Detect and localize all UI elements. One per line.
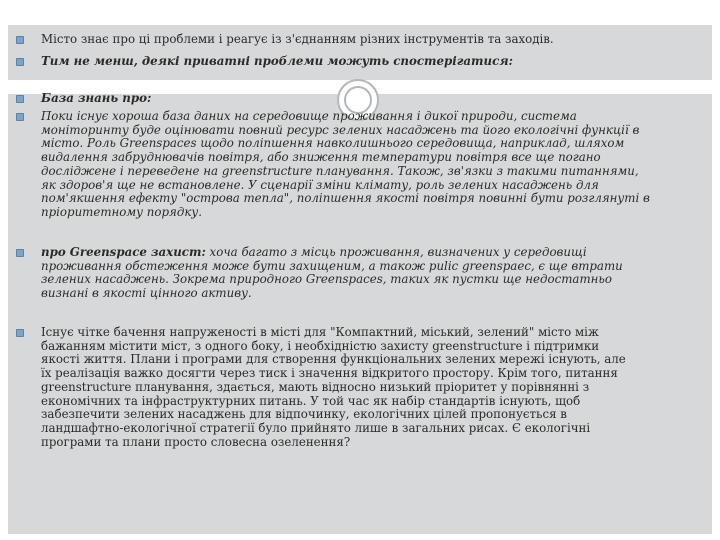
square-bullet-icon [16,249,24,257]
bullet-text: База знань про: [41,91,152,105]
bullet-body: хоча багато з місць проживання, визначених у середовищі проживання обстеження може бути захищеним, а також pulic greenspaec, є ще втрати зелених насаджень. Зокрема природного Greenspaces, таких як пустки ще недостатньо визнані в якості цінного активу. [41,245,623,301]
square-bullet-icon [16,95,24,103]
bullet-text: Місто знає про ці проблеми і реагує із з'єднанням різних інструментів та заходів. [41,32,554,46]
bullet-text: Існує чітке бачення напруженості в місті для "Компактний, міський, зелений" місто між бажанням містити міст, з одного боку, і необхідністю захисту greenstructure і підтримки якості життя. Плани і програми для створення функціональних зелених мережі існують, але їх реалізація важко досягти через тиск і значення відкритого простору. Крім того, питання greenstructure планування, здається, мають відносно низький пріоритет у порівнянні з економічних та інфраструктурних питань. У той час як набір стандартів існують, щоб забезпечити зелених насаджень для відпочинку, екологічних цілей пропонується в ландшафтно-екологічної стратегії було прийнято лише в загальних рисах. Є екологічні програми та плани просто словесна озеленення? [41,325,626,449]
square-bullet-icon [16,58,24,66]
square-bullet-icon [16,329,24,337]
bullet-text: Тим не менш, деякі приватні проблеми можуть спостерігатися: [41,54,514,68]
square-bullet-icon [16,36,24,44]
square-bullet-icon [16,113,24,121]
bullet-text: Поки існує хороша база даних на середовище проживання і дикої природи, система моніторинту буде оцінювати повний ресурс зелених насаджень та його екологічні функції в місто. Роль Greenspaces щодо поліпшення навколишнього середовища, наприклад, шляхом видалення забруднювачів повітря, або зниження температури повітря все ще погано досліджене і переведене на greenstructure планування. Також, зв'язки з такими питаннями, як здоров'я ще не встановлене. У сценарії зміни клімату, роль зелених насаджень для пом'якшення ефекту "острова тепла", поліпшення якості повітря повинні бути розглянуті в пріоритетному порядку. [41,109,650,219]
bullet-heading: про Greenspace захист: [41,245,206,259]
bullet-text [41,246,706,301]
